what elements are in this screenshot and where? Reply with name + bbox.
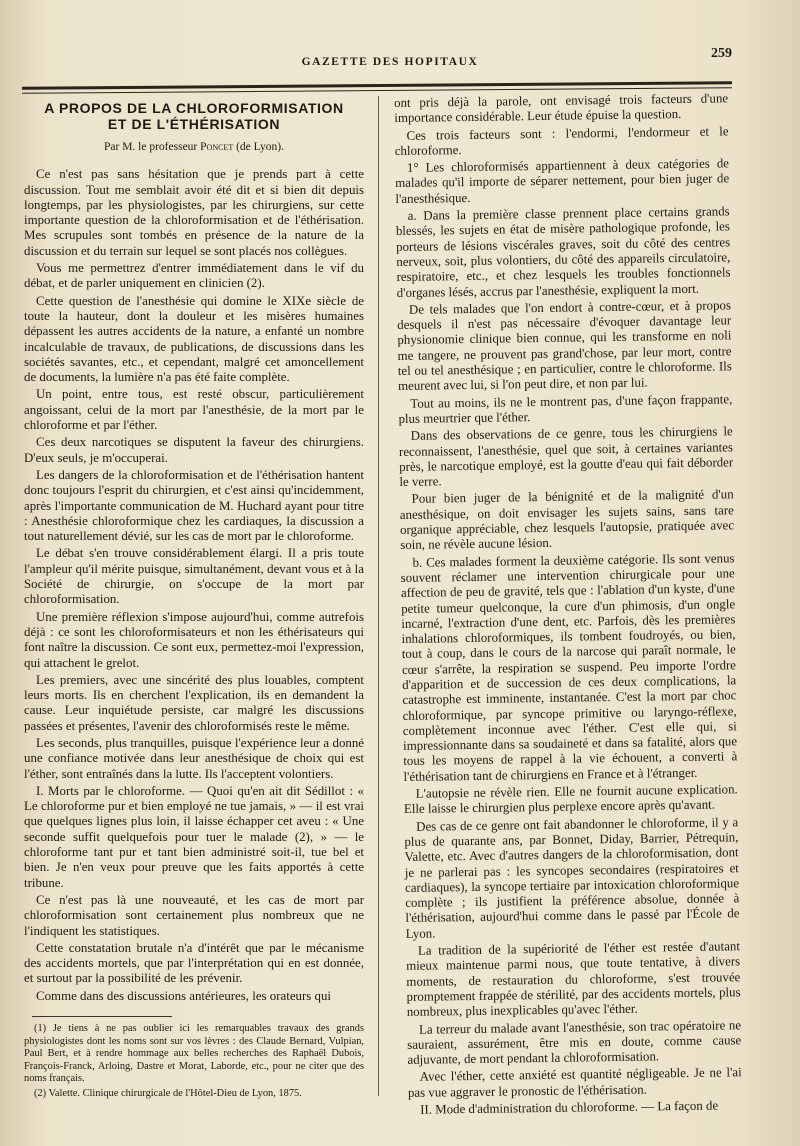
paragraph: Cette constatation brutale n'a d'intérêt que par le mécanisme des accidents mortels, que par l'interprétation qui en est donnée, et surtout par la possibilité de les prévenir. [24, 940, 364, 986]
paragraph: Ces trois facteurs sont : l'endormi, l'endormeur et le chloroforme. [394, 123, 729, 158]
section-heading-paragraph: II. Mode d'administration du chloroforme. — La façon de [420, 1098, 719, 1117]
right-column [394, 91, 742, 1120]
article-byline [24, 140, 364, 155]
paragraph: a. Dans la première classe prennent place certains grands blessés, les sujets en état de misère pathologique profonde, les porteurs de lésions viscérales graves, soit du côté des centres nerveux, soit, plus volontiers, du côté des appareils circulatoire, respiratoire, etc., et chez lesquels les troubles fonctionnels d'organes lésés, accrus par l'anesthésie, expliquent la mort. [395, 204, 731, 300]
left-column [24, 96, 364, 1103]
paragraph: Les premiers, avec une sincérité des plus louables, comptent leurs morts. Ils en cherchent l'explication, ils en demandent la cause. Leur inquiétude persiste, car malgré les discussions passées et présentes, l'avenir des chloroformisés reste le même. [24, 672, 364, 733]
footnote: (1) Je tiens à ne pas oublier ici les remarquables travaux des grands physiologistes dont les noms sont sur vos lèvres : des Claude Bernard, Vulpian, Paul Bert, et à rendre hommage aux belles recherches des Raphaël Dubois, François-Franck, Arloing, Dastre et Morat, Laborde, etc., pour ne citer que des noms français. [24, 1023, 364, 1085]
footnote-rule [32, 1016, 172, 1017]
section-heading-paragraph: I. Morts par le chloroforme. — Quoi qu'en ait dit Sédillot : « Le chloroforme pur et bien employé ne tue jamais, » — il est vrai que quelques lignes plus loin, il laisse échapper cet aveu : « Une seconde suffit quelquefois pour tuer le malade (2), » — le chloroforme tant pur et tant bien administré soit-il, tue bel et bien. Je n'en veux pour preuve que les faits apportés à cette tribune. [24, 783, 364, 890]
paragraph: 1° Les chloroformisés appartiennent à deux catégories de malades qu'il importe de séparer nettement, pour bien juger de l'anesthésique. [395, 156, 730, 206]
article-title-line1: A PROPOS DE LA CHLOROFORMISATION [44, 100, 344, 116]
paragraph: La tradition de la supériorité de l'éther est restée d'autant mieux maintenue parmi nous, que toute tentative, à divers moments, de restauration du chloroforme, s'est trouvée promptement frappée de stérilité, par des accidents mortels, plus nombreux, plus inexplicables qu'avec l'éther. [406, 939, 741, 1020]
paragraph: Ce n'est pas sans hésitation que je prends part à cette discussion. Tout me semblait avoir été dit et si bien dit depuis longtemps, par les physiologistes, par les chirurgiens, sur cette importante question de la chloroformisation et de l'éthérisation. Mes scrupules sont tombés en présence de la nature de la discussion et du terrain sur lequel se sont placés nos collègues. [24, 167, 364, 258]
author-name: Poncet [200, 141, 234, 153]
paragraph: Avec l'éther, cette anxiété est quantité négligeable. Je ne l'ai pas vue aggraver le pronostic de l'éthérisation. [407, 1065, 742, 1100]
article-title-line2: ET DE L'ÉTHÉRISATION [107, 116, 281, 132]
paragraph: Ces deux narcotiques se disputent la faveur des chirurgiens. D'eux seuls, je m'occuperai. [24, 435, 364, 465]
paragraph: Comme dans des discussions antérieures, les orateurs qui [36, 988, 331, 1003]
paragraph: Dans des observations de ce genre, tous les chirurgiens le reconnaissent, l'anesthésie, quel que soit, à certaines variantes près, le narcotique employé, est la goutte d'eau qui fait déborder le verre. [398, 424, 734, 490]
paragraph: L'autopsie ne révèle rien. Elle ne fournit aucune explication. Elle laisse le chirurgien plus perplexe encore après qu'avant. [403, 782, 738, 817]
paragraph: Vous me permettrez d'entrer immédiatement dans le vif du débat, et de parler uniquement en clinicien (2). [24, 261, 364, 291]
journal-title: GAZETTE DES HOPITAUX [301, 56, 479, 68]
paragraph: Pour bien juger de la bénignité et de la malignité d'un anesthésique, on doit envisager les sujets sains, sans tare organique appréciable, chez lesquels l'autopsie, pratiquée avec soin, ne révèle aucune lésion. [399, 487, 735, 553]
paragraph: Les seconds, plus tranquilles, puisque l'expérience leur a donné une confiance motivée dans leur anesthésique de choix qui est l'éther, sont entraînés dans la lutte. Ils l'acceptent volontiers. [24, 735, 364, 781]
paragraph: b. Ces malades forment la deuxième catégorie. Ils sont venus souvent réclamer une intervention chirurgicale pour une affection de peu de gravité, tels que : l'ablation d'un kyste, d'une petite tumeur quelconque, la cure d'un phimosis, d'un ongle incarné, l'extraction d'une dent, etc. Parfois, dès les premières inhalations chloroformiques, ils tombent foudroyés, ou bien, tout à coup, dans le cours de la narcose qui paraît normale, le cœur s'arrête, la respiration se suspend. Peu importe l'ordre d'apparition et de succession de ces deux complications, la catastrophe est imminente, instantanée. C'est la mort par choc chloroformique, par syncope primitive ou laryngo-réflexe, complètement inconnue avec l'éther. C'est elle qui, si impressionnante dans sa soudaineté et dans sa fatalité, alors que tous les moyens de rappel à la vie échouent, a converti à l'éthérisation tant de chirurgiens en France et à l'étranger. [400, 550, 738, 784]
paragraph: Tout au moins, ils ne le montrent pas, d'une façon frappante, plus meurtrier que l'éther. [398, 391, 733, 426]
paragraph: Ce n'est pas là une nouveauté, et les cas de mort par chloroformisation sont certainement plus nombreux que ne l'indiquent les statistiques. [24, 892, 364, 938]
paragraph: Cette question de l'anesthésie qui domine le XIXe siècle de toute la hauteur, dont la douleur et les misères humaines dépassent les autres accidents de la nature, a enfanté un nombre incalculable de travaux, de publications, de discussions dans les sociétés savantes, etc., et cependant, malgré cet amoncellement de documents, la lumière n'a pas été faite complète. [24, 293, 364, 385]
paragraph: Un point, entre tous, est resté obscur, particulièrement angoissant, celui de la mort par l'anesthésie, de la mort par le chloroforme et par l'éther. [24, 387, 364, 433]
footnote: (2) Valette. Clinique chirurgicale de l'Hôtel-Dieu de Lyon, 1875. [34, 1088, 302, 1099]
page-number: 259 [711, 46, 732, 61]
paragraph: ont pris déjà la parole, ont envisagé trois facteurs d'une importance considérable. Leur étude épuise la question. [394, 91, 729, 126]
paragraph: Les dangers de la chloroformisation et de l'éthérisation hantent donc toujours l'esprit du chirurgien, et c'est ainsi qu'incidemment, après l'importante communication de M. Huchard ayant pour titre : Anesthésie chloroformique chez les cardiaques, la discussion a tout naturellement dévié, sur les cas de mort par le chloroforme. [24, 467, 364, 544]
column-divider [378, 96, 379, 1096]
paragraph: Des cas de ce genre ont fait abandonner le chloroforme, il y a plus de quarante ans, par Bonnet, Diday, Barrier, Pétrequin, Valette, etc. Avec d'autres dangers de la chloroformisation, dont je ne parlerai pas : les syncopes secondaires (respiratoires et cardiaques), la syncope tertiaire par intoxication chloroformique complète ; ils justifient la préférence absolue, donnée à l'éthérisation, aujourd'hui comme dans le passé par l'École de Lyon. [404, 814, 740, 941]
paragraph: La terreur du malade avant l'anesthésie, son trac opératoire ne sauraient, assurément, être mis en doute, comme cause adjuvante, de mort pendant la chloroformisation. [407, 1017, 742, 1068]
page-header [20, 46, 732, 70]
author-suffix: (de Lyon). [236, 141, 284, 153]
author-prefix: Par M. le professeur [104, 141, 198, 153]
paragraph: Une première réflexion s'impose aujourd'hui, comme autrefois déjà : ce sont les chloroformisateurs et non les éthérisateurs qui font naître la discussion. Ce sont eux, permettez-moi l'expression, qui attachent le grelot. [24, 609, 364, 670]
paragraph: Le débat s'en trouve considérablement élargi. Il a pris toute l'ampleur qu'il mérite puisque, simultanément, devant vous et à la Société de chirurgie, on s'occupe de la mort par chloroformisation. [24, 546, 364, 607]
paragraph: De tels malades que l'on endort à contre-cœur, et à propos desquels il n'est pas nécessaire d'évoquer davantage leur physionomie clinique bien connue, qui les transforme en noli me tangere, ne prouvent pas grand'chose, par leur mort, contre tel ou tel anesthésique ; en particulier, contre le chloroforme. Ils meurent avec lui, si l'on peut dire, et non par lui. [397, 298, 732, 394]
article-title [24, 100, 364, 132]
